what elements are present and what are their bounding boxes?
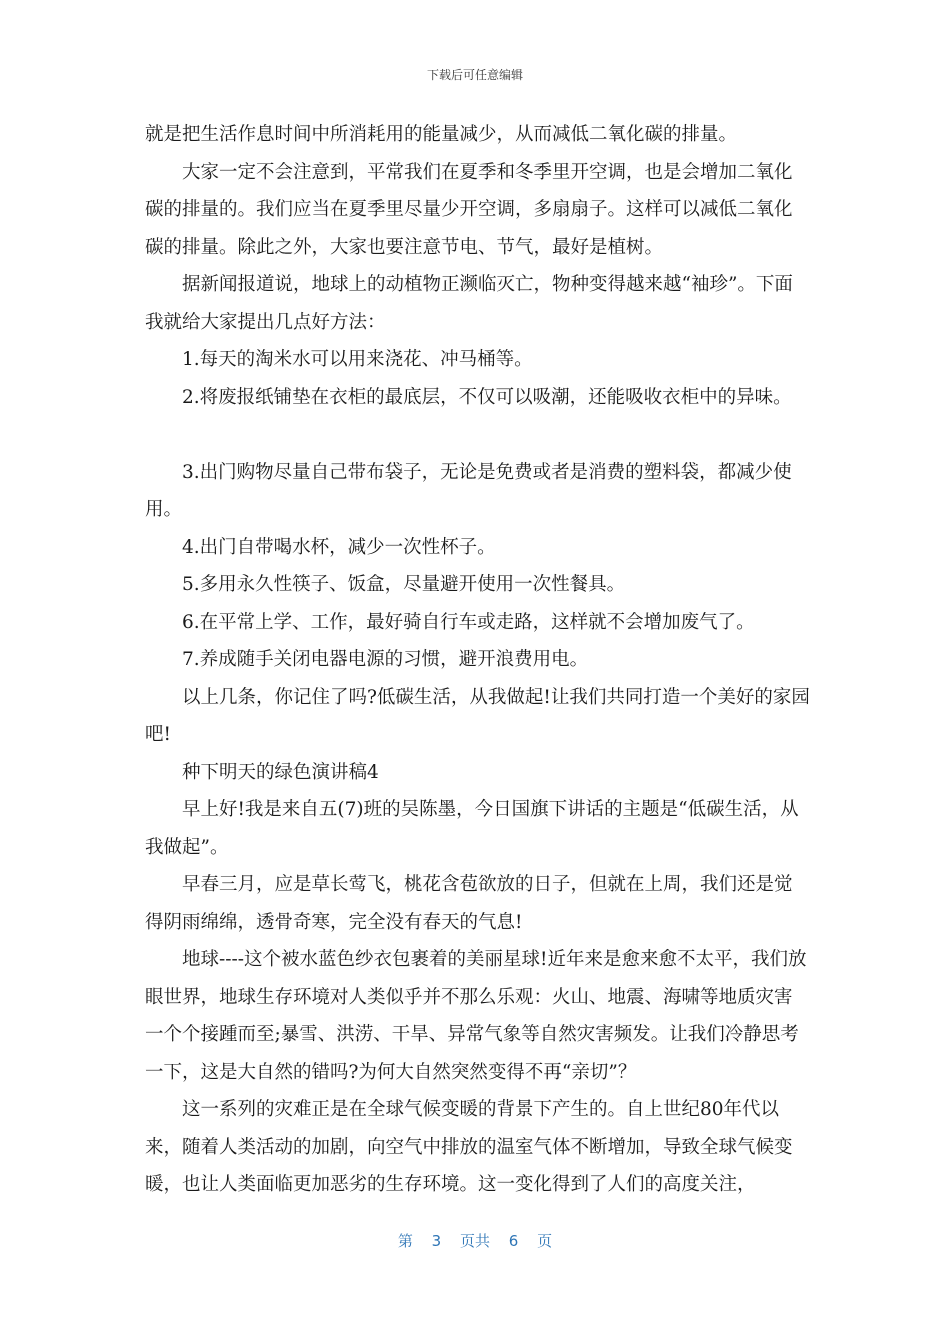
paragraph: 就是把生活作息时间中所消耗用的能量减少，从而减低二氧化碳的排量。 xyxy=(145,124,738,145)
page-header: 下载后可任意编辑 xyxy=(426,68,523,82)
list-item: 2.将废报纸铺垫在衣柜的最底层，不仅可以吸潮，还能吸收衣柜中的异味。 xyxy=(182,386,792,408)
blank-line xyxy=(145,416,810,454)
list-item: 3.出门购物尽量自己带布袋子，无论是免费或者是消费的塑料袋，都减少使用。 xyxy=(145,461,792,520)
paragraph: 早春三月，应是草长莺飞，桃花含苞欲放的日子，但就在上周，我们还是觉得阴雨绵绵，透骨奇寒，完全没有春天的气息! xyxy=(145,874,793,933)
document-body xyxy=(145,116,810,1204)
list-item: 6.在平常上学、工作，最好骑自行车或走路，这样就不会增加废气了。 xyxy=(182,611,755,633)
paragraph: 大家一定不会注意到，平常我们在夏季和冬季里开空调，也是会增加二氧化碳的排量的。我们应当在夏季里尽量少开空调，多扇扇子。这样可以减低二氧化碳的排量。除此之外，大家也要注意节电、节气，最好是植树。 xyxy=(145,161,793,258)
list-item: 5.多用永久性筷子、饭盒，尽量避开使用一次性餐具。 xyxy=(182,574,626,595)
paragraph: 这一系列的灾难正是在全球气候变暖的背景下产生的。自上世纪80年代以来，随着人类活动的加剧，向空气中排放的温室气体不断增加，导致全球气候变暖，也让人类面临更加恶劣的生存环境。这一变化得到了人们的高度关注， xyxy=(145,1099,793,1195)
paragraph: 以上几条，你记住了吗?低碳生活，从我做起!让我们共同打造一个美好的家园吧! xyxy=(145,686,810,745)
list-item: 1.每天的淘米水可以用来浇花、冲马桶等。 xyxy=(182,349,533,370)
paragraph: 据新闻报道说，地球上的动植物正濒临灭亡，物种变得越来越“袖珍”。下面我就给大家提出几点好方法： xyxy=(145,274,793,333)
list-item: 7.养成随手关闭电器电源的习惯，避开浪费用电。 xyxy=(182,649,589,670)
section-title: 种下明天的绿色演讲稿4 xyxy=(182,761,379,783)
page-footer: 第 3 页共 6 页 xyxy=(397,1232,553,1250)
paragraph: 早上好!我是来自五(7)班的吴陈墨，今日国旗下讲话的主题是“低碳生活，从我做起”。 xyxy=(145,799,799,858)
paragraph: 地球----这个被水蓝色纱衣包裹着的美丽星球!近年来是愈来愈不太平，我们放眼世界，地球生存环境对人类似乎并不那么乐观：火山、地震、海啸等地质灾害一个个接踵而至;暴雪、洪涝、干旱、异常气象等自然灾害频发。让我们冷静思考一下，这是大自然的错吗?为何大自然突然变得不再“亲切”？ xyxy=(145,949,807,1083)
list-item: 4.出门自带喝水杯，减少一次性杯子。 xyxy=(182,536,496,558)
